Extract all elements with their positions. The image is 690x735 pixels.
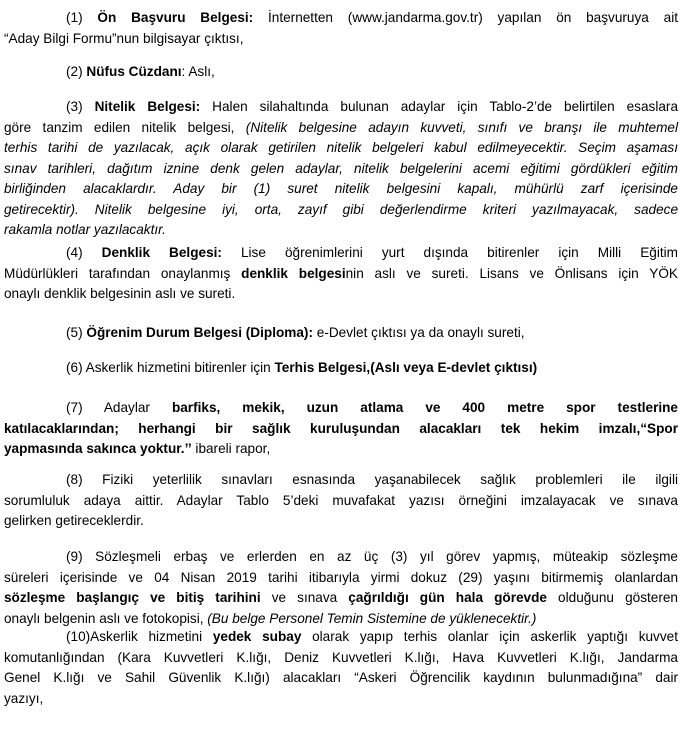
text-run: Halen silahaltında bulunan adaylar için Tablo-2’de belirtilen esaslara [200, 99, 679, 114]
text-line [4, 159, 678, 180]
text-run: Müdürlükleri tarafından onaylanmış [4, 265, 242, 281]
text-line [4, 588, 678, 609]
text-run: “Aday Bilgi Formu”nun bilgisayar çıktısı, [4, 30, 244, 46]
bold-text: katılacaklarından; herhangi bir sağlık kuruluşundan alacakları tek hekim imzalı,“Spor [4, 420, 678, 436]
text-run: (4) [66, 245, 102, 260]
text-line [4, 323, 678, 344]
text-line [4, 689, 678, 710]
bold-text: yapmasında sakınca yoktur.’’ [4, 441, 192, 456]
text-run: (3) [66, 99, 95, 114]
italic-text: (Bu belge Personel Temin Sistemine de yüklenecektir.) [207, 610, 537, 626]
text-run: Genel K.lığı ve Sahil Güvenlik K.lığı) alacakları “Askeri Öğrencilik kaydının bulunmadığına” dair [4, 670, 678, 685]
text-line [4, 358, 678, 379]
text-run: (2) [66, 64, 87, 79]
text-run: olarak yapıp terhis olanlar için askerlik yaptığı kuvvet [301, 629, 678, 644]
text-line [4, 648, 678, 669]
list-item [4, 398, 678, 460]
list-item [4, 62, 678, 83]
text-run: (1) [66, 10, 98, 25]
italic-text: terhis tarihi de yazılacak, açık olarak getirilen nitelik belgeleri kabul edilmeyecektir. Seçim aşaması [4, 140, 678, 155]
text-run: gelirken getireceklerdir. [4, 513, 144, 528]
text-run: (5) [66, 325, 87, 340]
text-run: : Aslı, [181, 64, 215, 79]
italic-text: getirecektir). Nitelik belgesine iyi, orta, zayıf gibi değerlendirme kriteri yazılmayacak, sadece [4, 201, 678, 217]
text-run: İnternetten (www.jandarma.gov.tr) yapılan ön başvuruya ait [253, 10, 678, 25]
bold-text: çağrıldığı gün hala görevde [348, 590, 547, 605]
text-line [4, 609, 678, 630]
italic-text: (Nitelik belgesine adayın kuvveti, sınıfı ve branşı ile muhtemel [245, 119, 678, 135]
text-line [4, 8, 678, 29]
text-line [4, 29, 678, 50]
text-run: (10)Askerlik hizmetini [66, 629, 213, 644]
text-run: Lise öğrenimlerini yurt dışında bitirenler için Milli Eğitim [221, 245, 678, 260]
bold-text: barfiks, mekik, uzun atlama ve 400 metre spor testlerine [171, 400, 678, 415]
italic-text: sınav tarihleri, dağıtım iznine denk gelen adaylar, nitelik belgelerini acemi eğitimi gördükleri eğitim [4, 160, 678, 176]
bold-text: Öğrenim Durum Belgesi (Diploma): [86, 325, 313, 340]
text-line [4, 491, 678, 512]
bold-text: Terhis Belgesi,(Aslı veya E-devlet çıktısı) [274, 360, 538, 375]
list-item [4, 470, 678, 532]
bold-text: denklik belgesi [241, 265, 346, 281]
text-run: e-Devlet çıktısı ya da onaylı sureti, [312, 325, 525, 340]
text-run: süreleri içerisinde ve 04 Nisan 2019 tarihi itibarıyla yirmi dokuz (29) yaşını bitirmemiş olanlardan [4, 569, 678, 585]
bold-text: Denklik Belgesi: [101, 245, 222, 260]
list-item [4, 323, 678, 344]
text-run: göre tanzim edilen nitelik belgesi, [4, 119, 246, 135]
text-line [4, 419, 678, 440]
text-run: (9) Sözleşmeli erbaş ve erlerden en az üç (3) yıl görev yapmış, müteakip sözleşme [66, 549, 678, 564]
italic-text: rakamla notlar yazılacaktır. [4, 222, 166, 237]
text-run: komutanlığından (Kara Kuvvetleri K.lığı, Deniz Kuvvetleri K.lığı, Hava Kuvvetleri K.lığı, Jandarma [4, 649, 678, 665]
list-item [4, 97, 678, 241]
text-line [4, 439, 678, 460]
bold-text: sözleşme başlangıç ve bitiş tarihini [4, 590, 261, 605]
text-line [4, 264, 678, 285]
text-line [4, 627, 678, 648]
bold-text: Ön Başvuru Belgesi: [97, 10, 254, 25]
text-line [4, 668, 678, 689]
text-line [4, 97, 678, 118]
text-line [4, 118, 678, 139]
text-run: sorumluluk adaya aittir. Adaylar Tablo 5’deki muvafakat yazısı örneğini imzalayacak ve sınava [4, 492, 678, 508]
text-run: ve sınava [260, 590, 349, 605]
text-line [4, 284, 678, 305]
bold-text: Nüfus Cüzdanı [86, 64, 182, 79]
list-item [4, 358, 678, 379]
text-line [4, 138, 678, 159]
italic-text: birliğinden alacaklardır. Aday bir (1) suret nitelik belgesini kapalı, mühürlü zarf içerisinde [4, 181, 678, 196]
text-run: (8) Fiziki yeterlilik sınavları esnasında yaşanabilecek sağlık problemleri ile ilgili [66, 472, 678, 487]
text-line [4, 398, 678, 419]
text-line [4, 470, 678, 491]
list-item [4, 8, 678, 49]
text-line [4, 200, 678, 221]
text-run: olduğunu gösteren [546, 590, 678, 605]
list-item [4, 547, 678, 629]
text-line [4, 243, 678, 264]
text-line [4, 547, 678, 568]
text-run: nin aslı ve sureti. Lisans ve Önlisans için YÖK [345, 265, 678, 281]
text-run: onaylı belgenin aslı ve fotokopisi, [4, 610, 208, 626]
text-line [4, 62, 678, 83]
text-line [4, 568, 678, 589]
bold-text: Nitelik Belgesi: [94, 99, 201, 114]
text-run: (7) Adaylar [66, 400, 172, 415]
list-item [4, 627, 678, 709]
text-line [4, 220, 678, 241]
text-run: (6) Askerlik hizmetini bitirenler için [66, 360, 275, 375]
text-line [4, 179, 678, 200]
list-item [4, 243, 678, 305]
text-run: yazıyı, [4, 690, 44, 706]
text-run: ibareli rapor, [191, 441, 271, 456]
text-line [4, 511, 678, 532]
text-run: onaylı denklik belgesinin aslı ve sureti. [4, 286, 236, 301]
bold-text: yedek subay [212, 629, 302, 644]
